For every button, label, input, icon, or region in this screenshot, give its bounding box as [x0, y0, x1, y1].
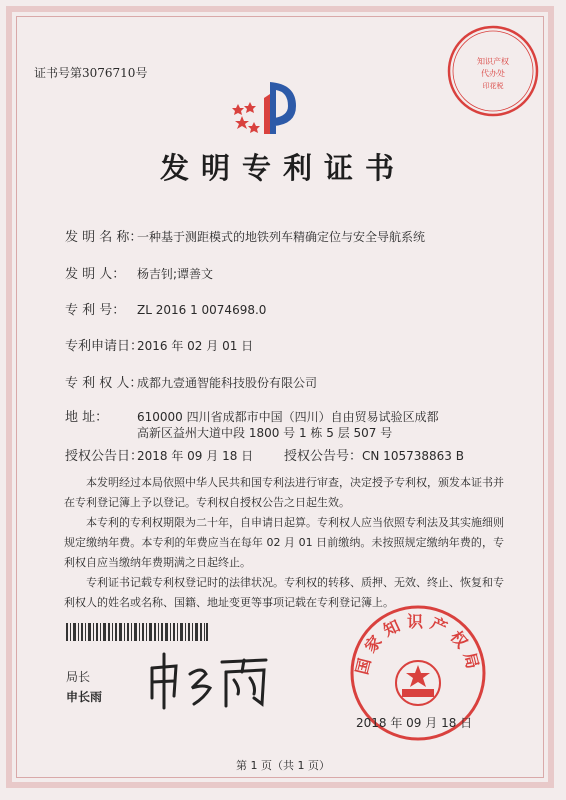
patentee-row — [65, 372, 317, 391]
cnipa-logo-icon — [230, 72, 310, 142]
svg-text:国家知识产权局: 国家知识产权局 — [352, 611, 484, 677]
grant-number-row — [284, 445, 464, 464]
grant-date-row — [65, 445, 253, 464]
address-row — [65, 406, 439, 425]
barcode-icon — [66, 623, 208, 641]
grant-date: 2018 年 09 月 18 日 — [137, 449, 254, 463]
inventor-names: 杨吉钊;谭善文 — [137, 267, 214, 281]
signature-title: 局长 — [66, 670, 91, 684]
patentee-name: 成都九壹通智能科技股份有限公司 — [137, 376, 318, 390]
signature-name: 申长雨 — [66, 690, 103, 704]
page-footer: 第 1 页（共 1 页） — [236, 759, 330, 772]
field-label: 授权公告号： — [284, 449, 363, 464]
paragraph-grant: 本发明经过本局依照中华人民共和国专利法进行审查，决定授予专利权，颁发本证书并在专利登记簿上予以登记。专利权自授权公告之日起生效。 — [64, 476, 504, 509]
field-label: 专 利 号： — [65, 303, 126, 318]
filing-date: 2016 年 02 月 01 日 — [137, 339, 254, 353]
address-line-1: 610000 四川省成都市中国（四川）自由贸易试验区成都 — [137, 410, 439, 424]
tax-seal-stamp-icon — [446, 24, 540, 118]
field-label: 专 利 权 人： — [65, 376, 143, 391]
patent-number-row — [65, 299, 266, 318]
field-label: 授权公告日： — [65, 449, 144, 464]
svg-text:代办处: 代办处 — [481, 69, 505, 78]
paragraph-term: 本专利的专利权期限为二十年，自申请日起算。专利权人应当依照专利法及其实施细则规定缴纳年费。本专利的年费应当在每年 02 月 01 日前缴纳。未按照规定缴纳年费的，专利权自应当缴纳年费期满之日起终止。 — [64, 516, 504, 569]
invention-name: 一种基于测距模式的地铁列车精确定位与安全导航系统 — [137, 230, 426, 244]
field-label: 发 明 名 称： — [65, 230, 143, 245]
patent-number: ZL 2016 1 0074698.0 — [137, 303, 267, 317]
address-line-2: 高新区益州大道中段 1800 号 1 栋 5 层 507 号 — [137, 426, 393, 440]
address-row-2 — [137, 424, 392, 441]
paragraph-legal-status: 专利证书记载专利权登记时的法律状况。专利权的转移、质押、无效、终止、恢复和专利权人的姓名或名称、国籍、地址变更等事项记载在专利登记簿上。 — [64, 576, 504, 609]
svg-text:印花税: 印花税 — [482, 82, 504, 90]
handwritten-signature-icon — [146, 648, 276, 710]
field-label: 发 明 人： — [65, 267, 126, 282]
filing-date-row — [65, 335, 253, 354]
seal-date: 2018 年 09 月 18 日 — [356, 716, 473, 730]
field-label: 专利申请日： — [65, 339, 144, 354]
certificate-number: 证书号第3076710号 — [34, 66, 148, 80]
inventor-row — [65, 263, 213, 282]
invention-name-row — [65, 226, 425, 245]
grant-number: CN 105738863 B — [362, 449, 464, 463]
svg-text:知识产权: 知识产权 — [477, 57, 509, 66]
field-label: 地 址： — [65, 410, 109, 425]
page-title: 发明专利证书 — [159, 151, 406, 185]
